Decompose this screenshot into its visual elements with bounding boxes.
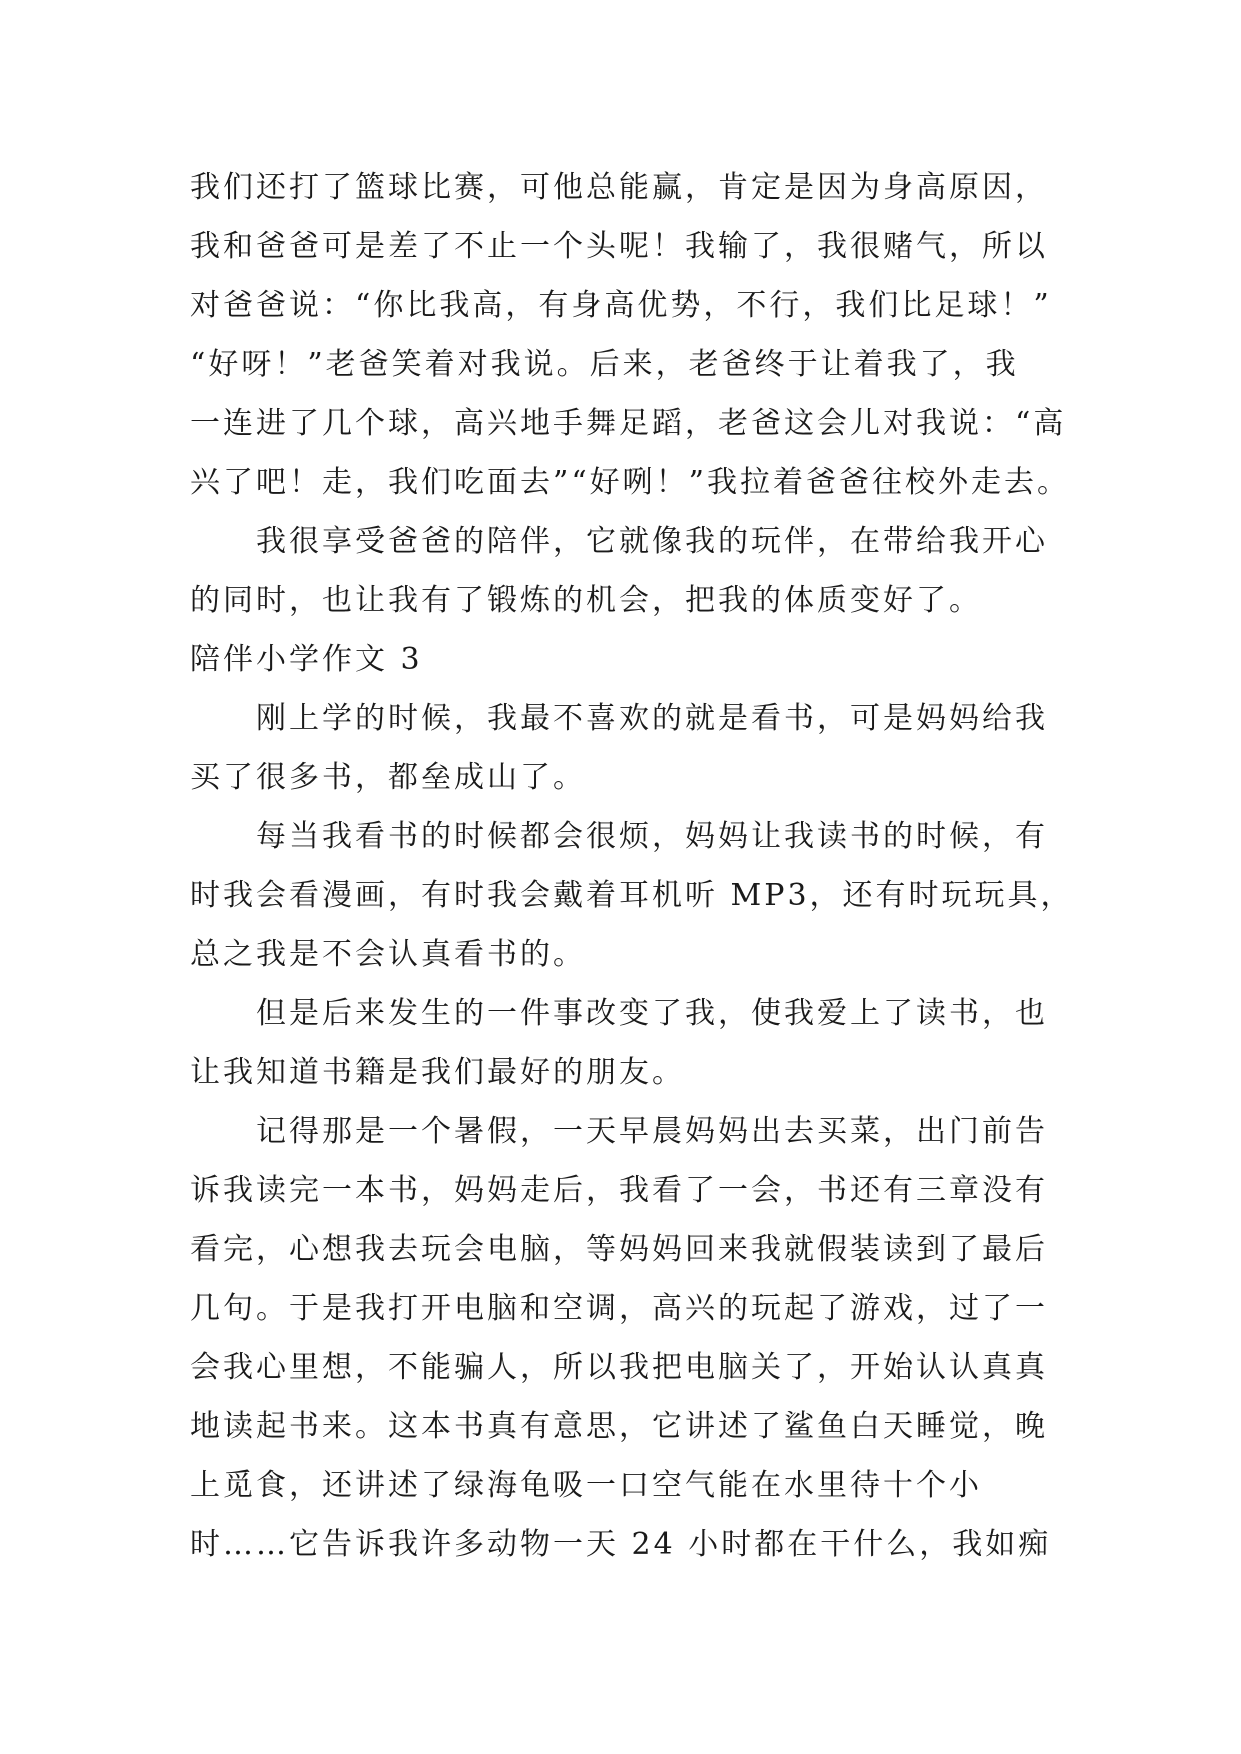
text-line: “好呀！”老爸笑着对我说。后来，老爸终于让着我了，我 [190,347,1019,382]
text-line: 总之我是不会认真看书的。 [190,937,586,972]
paragraph-start-line: 每当我看书的时候都会很烦，妈妈让我读书的时候，有 [256,819,1048,854]
text-line: 让我知道书籍是我们最好的朋友。 [190,1055,685,1090]
text-line: 诉我读完一本书，妈妈走后，我看了一会，书还有三章没有 [190,1173,1048,1208]
text-line: 对爸爸说：“你比我高，有身高优势，不行，我们比足球！” [190,288,1052,323]
text-line: 看完，心想我去玩会电脑，等妈妈回来我就假装读到了最后 [190,1232,1048,1267]
paragraph-start-line: 记得那是一个暑假，一天早晨妈妈出去买菜，出门前告 [256,1114,1048,1149]
paragraph-start-line: 我很享受爸爸的陪伴，它就像我的玩伴，在带给我开心 [256,524,1048,559]
text-line: 会我心里想，不能骗人，所以我把电脑关了，开始认认真真 [190,1350,1048,1385]
paragraph-start-line: 但是后来发生的一件事改变了我，使我爱上了读书，也 [256,996,1048,1031]
essay-body [190,158,1074,1574]
text-line: 上觅食，还讲述了绿海龟吸一口空气能在水里待十个小 [190,1468,982,1503]
text-line: 地读起书来。这本书真有意思，它讲述了鲨鱼白天睡觉，晚 [190,1409,1048,1444]
text-line: 兴了吧！走，我们吃面去”“好咧！”我拉着爸爸往校外走去。 [190,465,1071,500]
text-line: 买了很多书，都垒成山了。 [190,760,586,795]
text-line: 时……它告诉我许多动物一天 24 小时都在干什么，我如痴 [190,1527,1052,1562]
text-line: 的同时，也让我有了锻炼的机会，把我的体质变好了。 [190,583,982,618]
paragraph-start-line: 刚上学的时候，我最不喜欢的就是看书，可是妈妈给我 [256,701,1048,736]
section-heading: 陪伴小学作文 3 [190,642,423,677]
text-line: 我们还打了篮球比赛，可他总能赢，肯定是因为身高原因， [190,170,1048,205]
text-line: 时我会看漫画，有时我会戴着耳机听 MP3，还有时玩玩具， [190,878,1074,913]
text-line: 一连进了几个球，高兴地手舞足蹈，老爸这会儿对我说：“高 [190,406,1067,441]
text-line: 我和爸爸可是差了不止一个头呢！我输了，我很赌气，所以 [190,229,1048,264]
text-line: 几句。于是我打开电脑和空调，高兴的玩起了游戏，过了一 [190,1291,1048,1326]
